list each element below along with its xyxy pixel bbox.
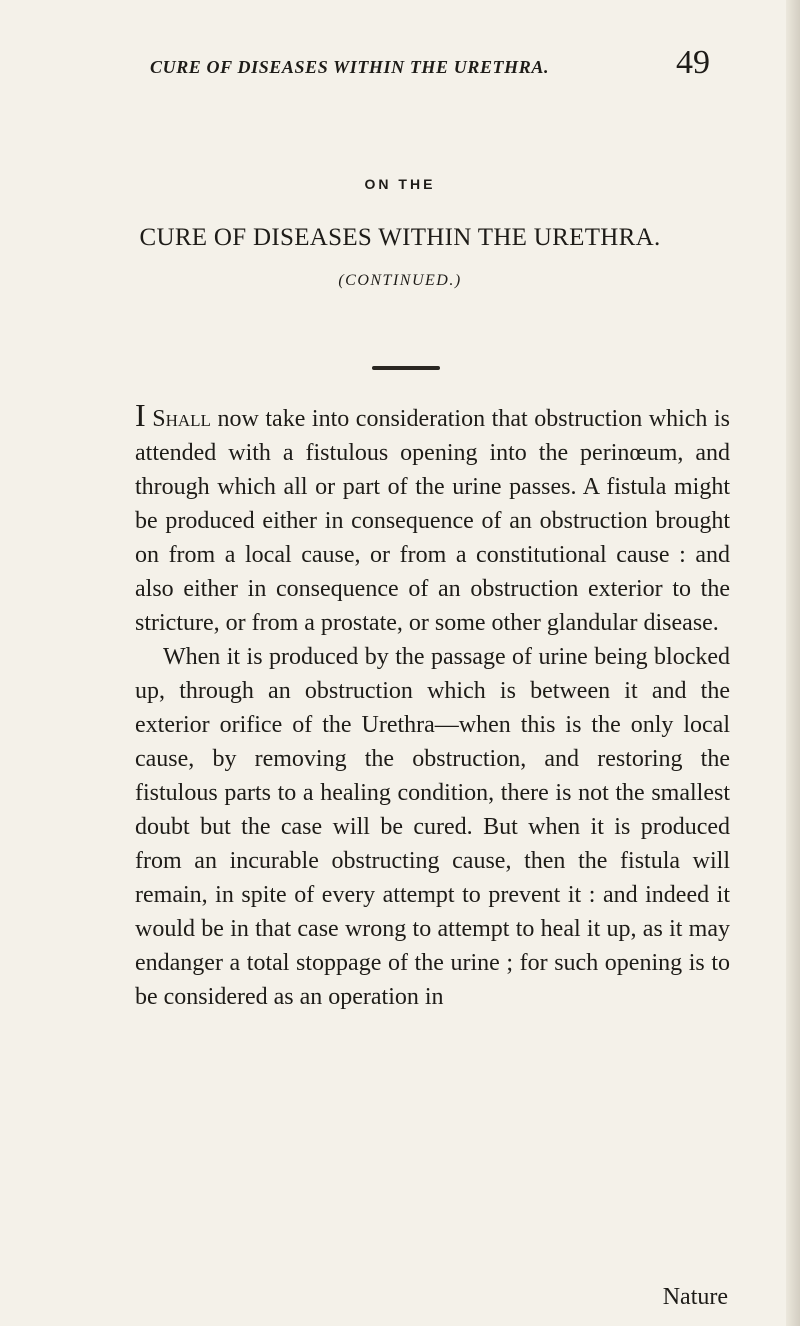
page-edge-shadow (786, 0, 800, 1326)
paragraph-2: When it is produced by the passage of urine being blocked up, through an obstruction which is between it and the exterior orifice of the Urethra—when this is the only local cause, by removing the obstruction, and restoring the fistulous parts to a healing condition, there is not the smallest doubt but the case will be cured. But when it is produced from an incurable obstructing cause, then the fistula will remain, in spite of every attempt to prevent it : and indeed it would be in that case wrong to attempt to heal it up, as it may endanger a total stoppage of the urine ; for such opening is to be considered as an operation in (135, 644, 730, 1010)
paragraph-1-text: now take into consideration that obstruction which is attended with a fistulous opening into the perinœum, and through which all or part of the urine passes. A fistula might be produced either in consequence of an obstruction brought on from a local cause, or from a constitutional cause : and also either in consequence of an obstruction exterior to the stricture, or from a prostate, or some other glandular disease. (135, 406, 731, 636)
heading-on-the: ON THE (364, 176, 436, 192)
chapter-subtitle: (CONTINUED.) (338, 272, 462, 289)
ornamental-rule (372, 366, 440, 370)
catchword: Nature (662, 1284, 728, 1310)
running-title: CURE OF DISEASES WITHIN THE URETHRA. (150, 57, 550, 77)
chapter-title: CURE OF DISEASES WITHIN THE URETHRA. (139, 224, 661, 251)
body-text (135, 398, 730, 1014)
opening-small-caps: Shall (152, 406, 211, 432)
opening-initial: I (135, 397, 146, 433)
page-number: 49 (676, 44, 710, 81)
paragraph-1 (135, 398, 730, 640)
running-head (150, 44, 710, 82)
